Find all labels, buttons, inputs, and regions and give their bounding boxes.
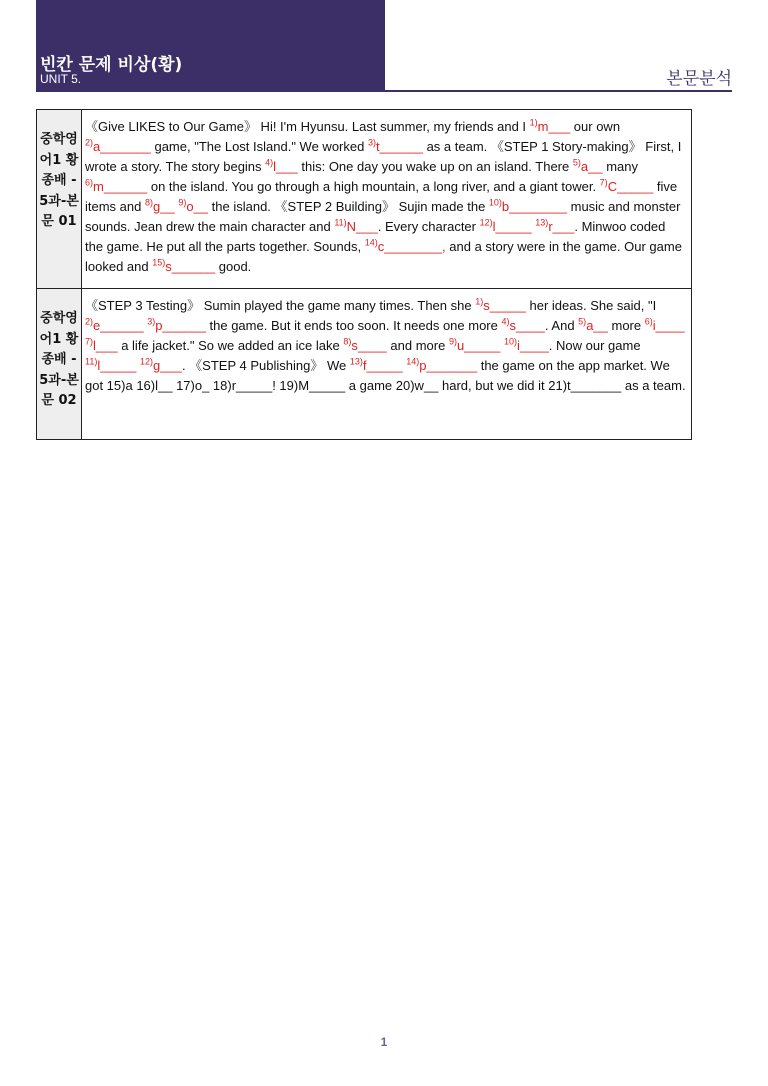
passage-row	[37, 289, 692, 440]
passage-text	[82, 289, 692, 440]
blank-hint: l_____	[492, 219, 532, 234]
blank-number: 13)	[349, 356, 363, 367]
blank-number: 9)	[178, 197, 187, 208]
passage-segment: her ideas. She said, "I	[525, 298, 657, 313]
passage-segment: many	[602, 159, 638, 174]
blank-number: 14)	[406, 356, 420, 367]
blank-hint: s____	[509, 318, 545, 333]
blank-number: 12)	[140, 356, 154, 367]
unit-label: UNIT 5.	[40, 72, 82, 86]
passage-segment: five items and	[85, 179, 678, 214]
blank-number: 1)	[475, 296, 484, 307]
header-banner	[36, 0, 385, 92]
page-number: 1	[380, 1035, 388, 1049]
passage-segment: this: One day you wake up on an island. There	[297, 159, 573, 174]
passage-label: 중학영어1 황종배 - 5과-본문 01	[37, 110, 82, 289]
passage-row	[37, 110, 692, 289]
blank-hint: a__	[586, 318, 608, 333]
blank-number: 6)	[85, 177, 94, 188]
blank-hint: f_____	[362, 358, 403, 373]
passage-segment: good.	[215, 259, 252, 274]
blank-hint: g___	[153, 358, 182, 373]
blank-number: 12)	[479, 217, 493, 228]
passage-segment: . 《STEP 4 Publishing》 We	[181, 358, 350, 373]
blank-number: 14)	[364, 237, 378, 248]
passage-segment: more	[607, 318, 645, 333]
blank-number: 8)	[343, 336, 352, 347]
blank-number: 11)	[85, 356, 98, 367]
passage-segment: on the island. You go through a high mountain, a long river, and a giant tower.	[147, 179, 600, 194]
blank-number: 4)	[265, 157, 274, 168]
blank-number: 3)	[367, 137, 376, 148]
passage-segment: our own	[570, 119, 621, 134]
blank-number: 10)	[503, 336, 517, 347]
blank-hint: s____	[351, 338, 387, 353]
blank-number: 5)	[578, 316, 587, 327]
blank-number: 8)	[144, 197, 153, 208]
passage-segment: . Now our game	[548, 338, 641, 353]
blank-hint: b________	[501, 199, 567, 214]
blank-number: 2)	[85, 316, 94, 327]
blank-hint: s_____	[483, 298, 526, 313]
blank-hint: a_______	[93, 139, 151, 154]
blank-hint: u_____	[456, 338, 501, 353]
header-divider	[385, 90, 732, 92]
blank-hint: l_____	[97, 358, 137, 373]
passage-segment: game, "The Lost Island." We worked	[150, 139, 368, 154]
blank-hint: l___	[273, 159, 298, 174]
blank-hint: p_______	[419, 358, 478, 373]
blank-hint: c________,	[377, 239, 446, 254]
passage-segment: . Every character	[377, 219, 480, 234]
blank-number: 11)	[334, 217, 347, 228]
blank-number: 7)	[599, 177, 608, 188]
passage-segment: . And	[544, 318, 579, 333]
passage-segment: a life jacket." So we added an ice lake	[117, 338, 344, 353]
passage-segment: music and monster sounds. Jean drew the main character and	[85, 199, 681, 234]
blank-number: 3)	[147, 316, 156, 327]
blank-hint: p______	[155, 318, 206, 333]
passage-segment: the game on the app market. We got 15)a 16)l__ 17)o_ 18)r_____! 19)M_____ a game 20)w__ hard, but we did it 21)t_______ as a team.	[85, 358, 686, 393]
blank-hint: g__	[153, 199, 175, 214]
passage-segment: 《STEP 3 Testing》 Sumin played the game many times. Then she	[85, 298, 476, 313]
blank-hint: a__	[580, 159, 603, 174]
passage-segment: and a story were in the game. Our game looked and	[85, 239, 682, 274]
blank-number: 6)	[644, 316, 653, 327]
blank-number: 2)	[85, 137, 94, 148]
blank-hint: e______	[93, 318, 144, 333]
blank-number: 10)	[488, 197, 502, 208]
blank-hint: r___	[548, 219, 575, 234]
passage-segment: the game. But it ends too soon. It needs one more	[205, 318, 502, 333]
blank-hint: m______	[93, 179, 148, 194]
blank-number: 5)	[572, 157, 581, 168]
blank-hint: N___	[346, 219, 378, 234]
passage-segment: . Minwoo coded the game. He put all the parts together. Sounds,	[85, 219, 666, 254]
passage-segment: 《Give LIKES to Our Game》 Hi! I'm Hyunsu. Last summer, my friends and I	[85, 119, 530, 134]
blank-hint: C_____	[607, 179, 654, 194]
blank-hint: t______	[375, 139, 423, 154]
blank-number: 9)	[448, 336, 457, 347]
blank-hint: l___	[93, 338, 118, 353]
blank-hint: m___	[537, 119, 571, 134]
section-label: 본문분석	[666, 69, 732, 89]
blank-hint: s______	[165, 259, 216, 274]
blank-number: 4)	[501, 316, 510, 327]
blank-hint: i____	[516, 338, 549, 353]
blank-number: 15)	[152, 257, 166, 268]
passage-text	[82, 110, 692, 289]
passage-table	[36, 109, 692, 440]
passage-segment: and more	[386, 338, 449, 353]
blank-hint: i____	[652, 318, 685, 333]
passage-segment: as a team. 《STEP 1 Story-making》 First, I wrote a story. The story begins	[85, 139, 682, 174]
passage-label: 중학영어1 황종배 - 5과-본문 02	[37, 289, 82, 440]
blank-hint: o__	[186, 199, 209, 214]
passage-segment: the island. 《STEP 2 Building》 Sujin made the	[208, 199, 489, 214]
document-title: 빈칸 문제 비상(황)	[40, 55, 183, 75]
blank-number: 13)	[535, 217, 549, 228]
blank-number: 7)	[85, 336, 94, 347]
blank-number: 1)	[529, 117, 538, 128]
